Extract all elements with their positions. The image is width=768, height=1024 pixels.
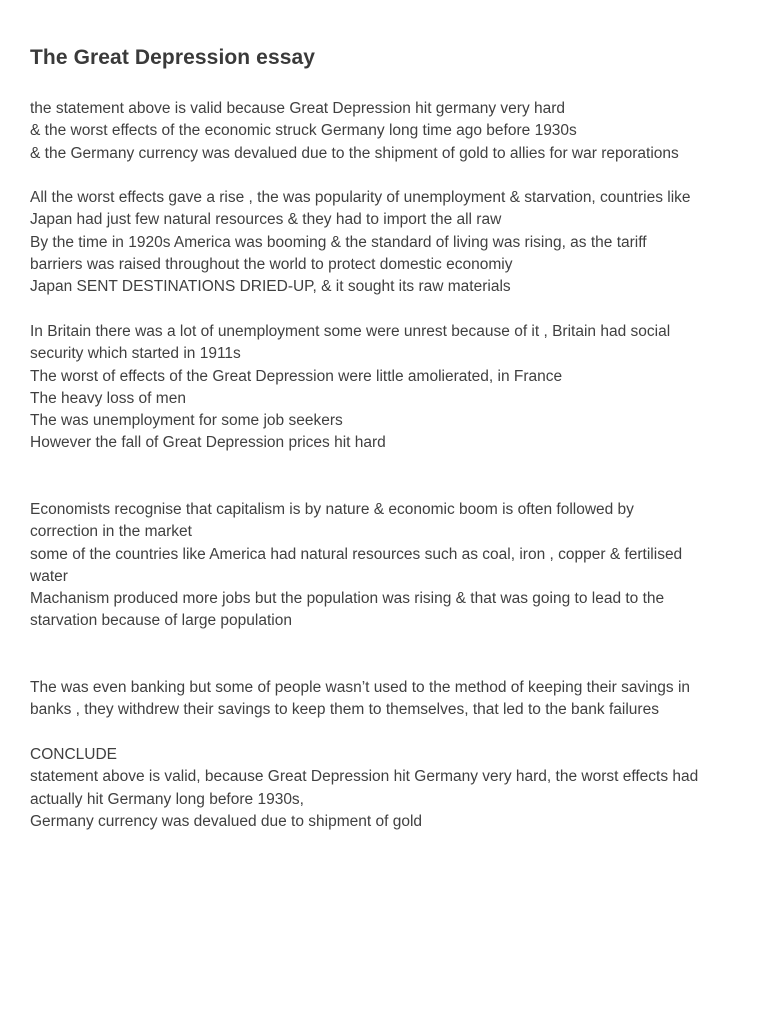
- text-line: Germany currency was devalued due to shipment of gold: [30, 812, 423, 830]
- text-line: Economists recognise that capitalism is by nature & economic boom is often followed by: [30, 501, 634, 518]
- paragraph-banking: [30, 677, 742, 722]
- text-line: & the worst effects of the economic struck Germany long time ago before 1930s: [30, 122, 577, 140]
- conclusion-heading: CONCLUDE: [30, 746, 117, 763]
- text-line: some of the countries like America had natural resources such as coal, iron , copper & fertilised: [30, 545, 683, 563]
- text-line: banks , they withdrew their savings to keep them to themselves, that led to the bank failures: [30, 701, 659, 719]
- text-line: correction in the market: [30, 523, 192, 541]
- text-line: water: [30, 567, 68, 585]
- paragraph-economists: [30, 499, 742, 633]
- paragraph-japan: [30, 187, 742, 298]
- paragraph-britain: [30, 321, 742, 455]
- text-line: barriers was raised throughout the world to protect domestic economiy: [30, 255, 513, 273]
- text-line: In Britain there was a lot of unemployment some were unrest because of it , Britain had social: [30, 323, 671, 340]
- text-line: actually hit Germany long before 1930s,: [30, 790, 304, 808]
- text-line: & the Germany currency was devalued due to the shipment of gold to allies for war reporations: [30, 144, 679, 162]
- essay-title: The Great Depression essay: [30, 46, 316, 69]
- text-line: security which started in 1911s: [30, 345, 241, 363]
- text-line: the statement above is valid because Great Depression hit germany very hard: [30, 100, 566, 117]
- text-line: The worst of effects of the Great Depression were little amolierated, in France: [30, 367, 563, 385]
- text-line: The was even banking but some of people wasn’t used to the method of keeping their savings in: [30, 679, 691, 696]
- paragraph-conclusion: [30, 744, 742, 833]
- text-line: Machanism produced more jobs but the population was rising & that was going to lead to the: [30, 590, 665, 608]
- text-line: However the fall of Great Depression prices hit hard: [30, 434, 386, 452]
- text-line: The was unemployment for some job seekers: [30, 412, 343, 430]
- text-line: The heavy loss of men: [30, 389, 186, 407]
- text-line: By the time in 1920s America was booming & the standard of living was rising, as the tariff: [30, 233, 647, 251]
- text-line: starvation because of large population: [30, 612, 292, 630]
- paragraph-germany: [30, 98, 742, 165]
- text-line: Japan had just few natural resources & they had to import the all raw: [30, 211, 502, 229]
- text-line: Japan SENT DESTINATIONS DRIED-UP, & it sought its raw materials: [30, 278, 511, 296]
- text-line: statement above is valid, because Great Depression hit Germany very hard, the worst effects had: [30, 768, 699, 786]
- text-line: All the worst effects gave a rise , the was popularity of unemployment & starvation, countries like: [30, 189, 691, 206]
